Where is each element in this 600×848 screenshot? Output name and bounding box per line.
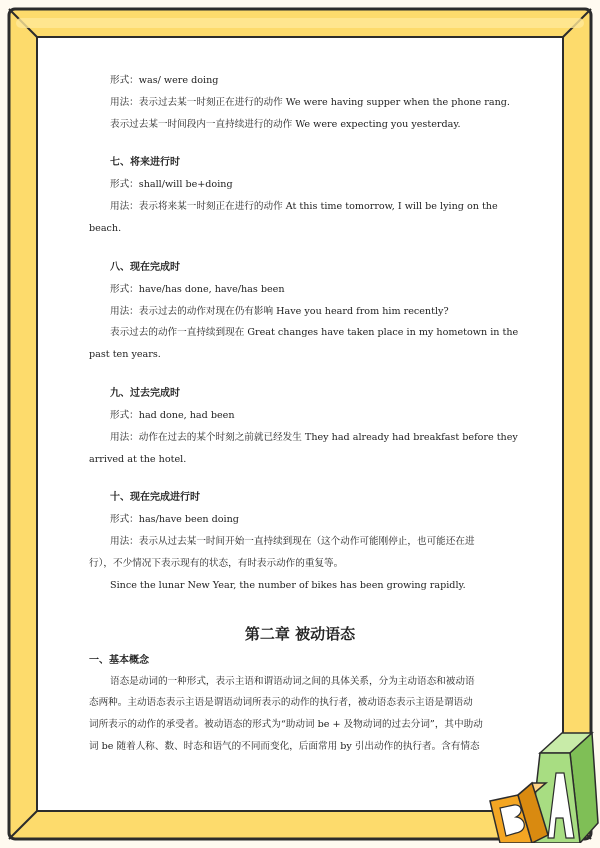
present-perfect-heading: 八、现在完成时 — [110, 261, 180, 273]
past-continuous-form: 形式：was/ were doing — [110, 75, 219, 86]
chapter-title: 第二章 被动语态 — [244, 624, 356, 643]
present-perfect-usage-2-cont: past ten years. — [89, 349, 161, 361]
paragraph-line-3: 词所表示的动作的承受者。被动语态的形式为“助动词 be + 及物动词的过去分词”，其中助动 — [89, 719, 483, 731]
past-continuous-usage-1: 用法：表示过去某一时刻正在进行的动作 We were having supper when the phone rang. — [110, 96, 510, 108]
letter-blocks-decoration — [470, 713, 600, 848]
future-continuous-form: 形式：shall/will be+doing — [110, 179, 233, 191]
page-content — [89, 70, 519, 758]
past-continuous-usage-2: 表示过去某一时间段内一直持续进行的动作 We were expecting you yesterday. — [110, 118, 461, 130]
present-perfect-continuous-example: Since the lunar New Year, the number of bikes has been growing rapidly. — [110, 579, 466, 591]
present-perfect-continuous-usage: 用法：表示从过去某一时间开始一直持续到现在（这个动作可能刚停止，也可能还在进 — [110, 536, 475, 548]
past-perfect-usage: 用法：动作在过去的某个时刻之前就已经发生 They had already had breakfast before they — [110, 431, 518, 443]
paragraph-line-2: 态两种。主动语态表示主语是谓语动词所表示的动作的执行者，被动语态表示主语是谓语动 — [89, 697, 473, 709]
present-perfect-continuous-heading: 十、现在完成进行时 — [110, 492, 200, 504]
future-continuous-heading: 七、将来进行时 — [110, 157, 180, 169]
basic-concept-heading: 一、基本概念 — [89, 654, 149, 666]
present-perfect-usage-2: 表示过去的动作一直持续到现在 Great changes have taken place in my hometown in the — [110, 327, 519, 339]
past-perfect-heading: 九、过去完成时 — [110, 387, 180, 399]
past-perfect-usage-cont: arrived at the hotel. — [89, 453, 187, 465]
present-perfect-continuous-usage-cont: 行），不少情况下表示现有的状态，有时表示动作的重复等。 — [89, 557, 344, 569]
paragraph-line-4: 词 be 随着人称、数、时态和语气的不同而变化，后面常用 by 引出动作的执行者。含有情态 — [89, 740, 480, 752]
present-perfect-continuous-form: 形式：has/have been doing — [110, 514, 239, 526]
past-perfect-form: 形式：had done, had been — [110, 409, 235, 421]
present-perfect-usage-1: 用法：表示过去的动作对现在仍有影响 Have you heard from him recently? — [110, 305, 449, 317]
future-continuous-usage-cont: beach. — [89, 222, 122, 234]
present-perfect-form: 形式：have/has done, have/has been — [110, 283, 285, 295]
future-continuous-usage: 用法：表示将来某一时刻正在进行的动作 At this time tomorrow, I will be lying on the — [110, 201, 498, 213]
paragraph-line-1: 语态是动词的一种形式，表示主语和谓语动词之间的具体关系，分为主动语态和被动语 — [110, 675, 475, 687]
